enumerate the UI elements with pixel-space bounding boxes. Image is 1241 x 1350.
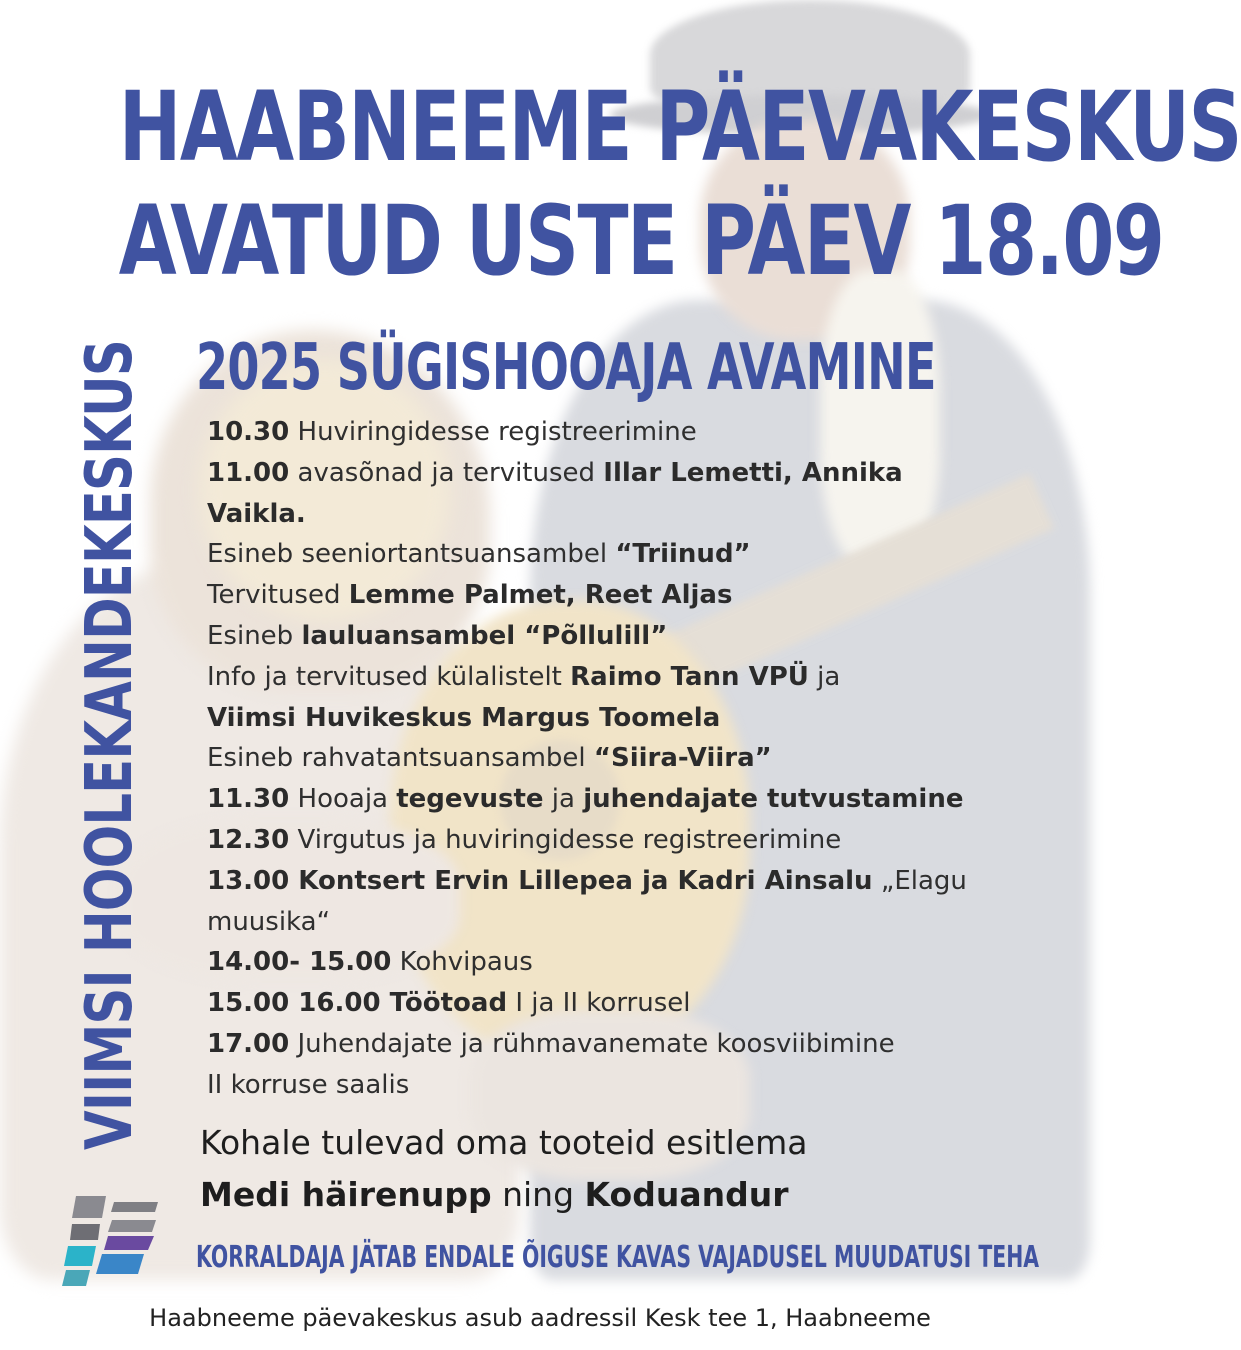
program-text: Kohvipaus <box>391 947 533 978</box>
program-line <box>207 453 1007 494</box>
exhibitor-medi: Medi häirenupp <box>200 1175 492 1214</box>
program-bold-text: Raimo Tann VPÜ <box>570 661 809 692</box>
program-bold-text: lauluansambel “Põllulill” <box>301 620 668 651</box>
program-list <box>207 412 1007 1106</box>
program-bold-text: Vaikla. <box>207 498 306 529</box>
exhibitor-koduandur: Koduandur <box>584 1175 789 1214</box>
program-text: Juhendajate ja rühmavanemate koosviibimine <box>289 1028 895 1059</box>
title-line-1: HAABNEEME PÄEVAKESKUS <box>118 71 1241 183</box>
program-text: „Elagu <box>872 865 967 896</box>
program-bold-text: Lemme Palmet, Reet Aljas <box>348 580 733 611</box>
program-line <box>207 983 1007 1024</box>
program-bold-text: 17.00 <box>207 1028 290 1059</box>
program-text: avasõnad ja tervitused <box>289 457 604 488</box>
exhibitor-conjunction: ning <box>491 1175 585 1214</box>
exhibitors-block <box>200 1117 1060 1221</box>
program-text: Tervitused <box>207 580 349 611</box>
program-line <box>207 616 1007 657</box>
program-bold-text: Viimsi Huvikeskus Margus Toomela <box>207 702 721 733</box>
program-line <box>207 698 1007 739</box>
program-line <box>207 738 1007 779</box>
program-bold-text: “Triinud” <box>615 539 751 570</box>
program-bold-text: 13.00 Kontsert Ervin Lillepea ja Kadri Ainsalu <box>207 865 873 896</box>
title-line-2: AVATUD USTE PÄEV 18.09 <box>118 185 1164 297</box>
program-bold-text: 11.00 <box>207 457 290 488</box>
viimsi-logo-icon <box>62 1190 162 1290</box>
program-text: muusika“ <box>207 906 331 937</box>
disclaimer: KORRALDAJA JÄTAB ENDALE ÕIGUSE KAVAS VAJADUSEL MUUDATUSI TEHA <box>196 1240 1040 1275</box>
program-line <box>207 902 1007 943</box>
program-bold-text: Illar Lemetti, Annika <box>603 457 903 488</box>
program-line <box>207 861 1007 902</box>
program-text: Esineb seeniortantsuansambel <box>207 539 616 570</box>
program-bold-text: 12.30 <box>207 824 290 855</box>
program-text: Huviringidesse registreerimine <box>289 417 697 447</box>
program-text: I ja II korrusel <box>507 988 691 1019</box>
program-text: Esineb <box>207 620 302 651</box>
program-line <box>207 1065 1007 1106</box>
program-text: Virgutus ja huviringidesse registreerimine <box>289 824 842 855</box>
program-line <box>207 820 1007 861</box>
program-line <box>207 779 1007 820</box>
program-line <box>207 942 1007 983</box>
side-label: VIIMSI HOOLEKANDEKESKUS <box>73 340 147 1150</box>
program-bold-text: 14.00- 15.00 <box>207 947 392 978</box>
program-line <box>207 494 1007 535</box>
exhibitors-names <box>200 1169 1060 1221</box>
program-line <box>207 657 1007 698</box>
program-bold-text: 10.30 <box>207 417 290 447</box>
program-line <box>207 575 1007 616</box>
program-bold-text: juhendajate tutvustamine <box>583 784 964 815</box>
program-bold-text: 15.00 16.00 Töötoad <box>207 988 508 1019</box>
program-bold-text: 11.30 <box>207 784 290 815</box>
program-line <box>207 1024 1007 1065</box>
program-text: Info ja tervitused külalistelt <box>207 661 571 692</box>
program-bold-text: “Siira-Viira” <box>593 743 772 774</box>
program-text: Esineb rahvatantsuansambel <box>207 743 594 774</box>
program-text: ja <box>543 784 584 815</box>
program-bold-text: tegevuste <box>396 784 544 815</box>
exhibitors-intro: Kohale tulevad oma tooteid esitlema <box>200 1123 808 1162</box>
program-line <box>207 412 1007 453</box>
subtitle: 2025 SÜGISHOOAJA AVAMINE <box>196 331 936 405</box>
program-text: II korruse saalis <box>207 1069 410 1100</box>
program-text: ja <box>808 661 841 692</box>
program-text: Hooaja <box>289 784 397 815</box>
address-footer: Haabneeme päevakeskus asub aadressil Kesk tee 1, Haabneeme <box>149 1304 931 1332</box>
program-line <box>207 534 1007 575</box>
